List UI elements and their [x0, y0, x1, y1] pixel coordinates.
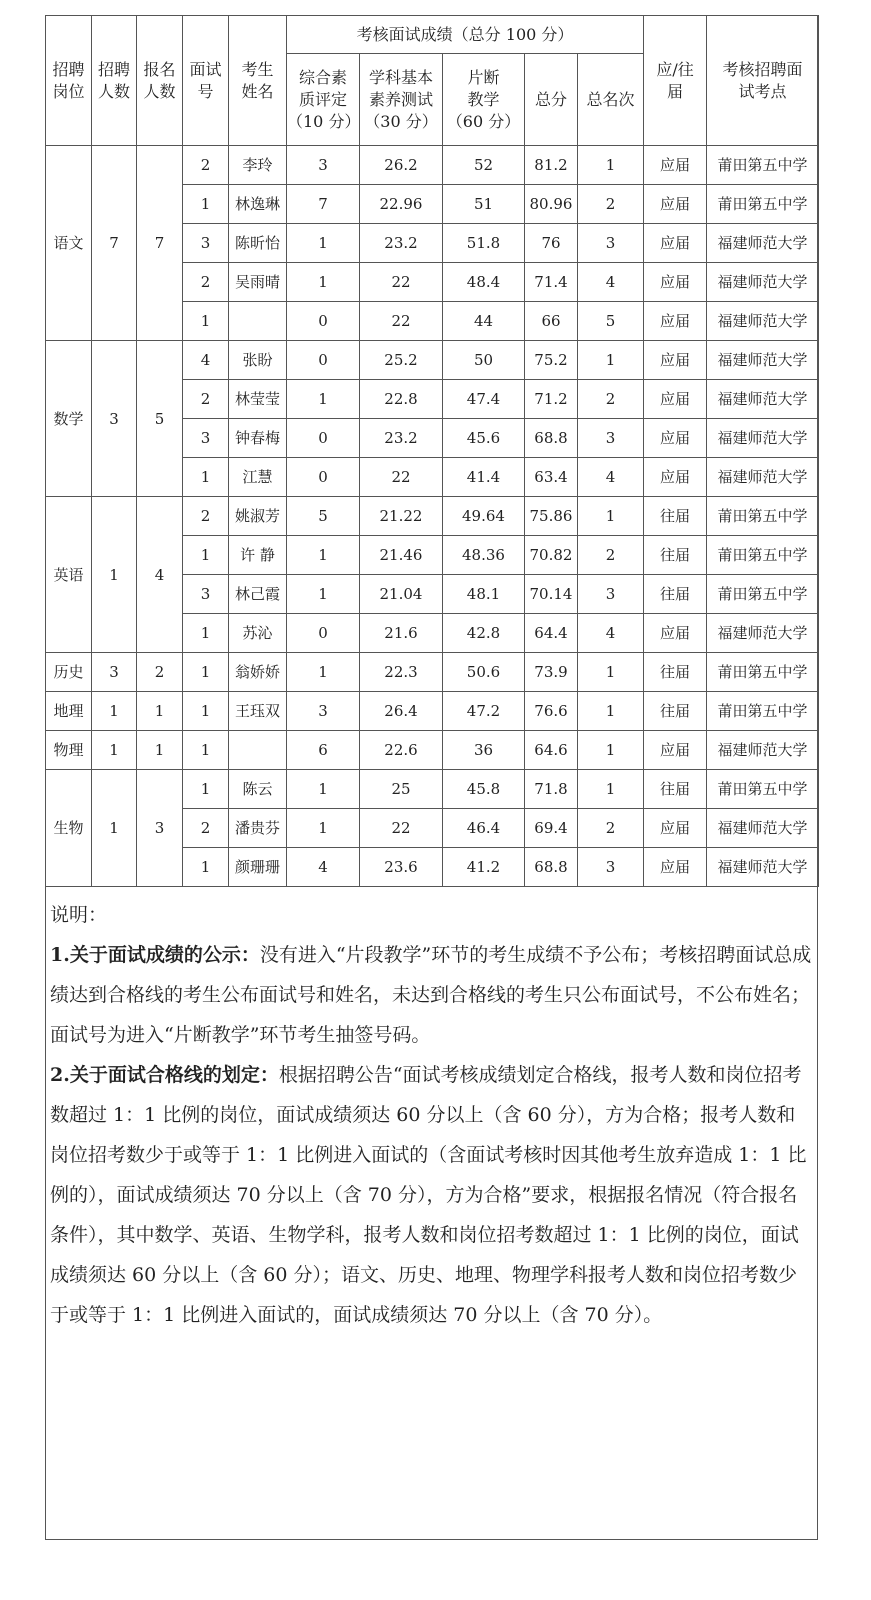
cell-site: 莆田第五中学	[707, 185, 819, 224]
cell-total: 68.8	[525, 848, 578, 887]
cell-total: 76.6	[525, 692, 578, 731]
cell-total: 75.2	[525, 341, 578, 380]
cell-teaching: 52	[443, 146, 525, 185]
cell-interview-no: 1	[183, 692, 229, 731]
group-apply: 4	[137, 497, 183, 653]
cell-rank: 4	[578, 263, 644, 302]
cell-quality: 0	[287, 419, 360, 458]
cell-total: 71.8	[525, 770, 578, 809]
cell-name	[229, 731, 287, 770]
cell-graduate: 应届	[644, 380, 707, 419]
cell-name: 陈云	[229, 770, 287, 809]
cell-total: 76	[525, 224, 578, 263]
cell-quality: 5	[287, 497, 360, 536]
cell-quality: 1	[287, 224, 360, 263]
cell-graduate: 应届	[644, 809, 707, 848]
col-graduate: 应/往 届	[644, 16, 707, 146]
cell-quality: 0	[287, 302, 360, 341]
note-item-1	[48, 935, 818, 1055]
cell-interview-no: 3	[183, 224, 229, 263]
cell-name: 张盼	[229, 341, 287, 380]
cell-name: 陈昕怡	[229, 224, 287, 263]
cell-site: 莆田第五中学	[707, 770, 819, 809]
cell-teaching: 46.4	[443, 809, 525, 848]
cell-subject-score: 25.2	[360, 341, 443, 380]
cell-teaching: 41.4	[443, 458, 525, 497]
cell-teaching: 45.8	[443, 770, 525, 809]
cell-quality: 7	[287, 185, 360, 224]
cell-total: 63.4	[525, 458, 578, 497]
cell-rank: 1	[578, 341, 644, 380]
cell-interview-no: 2	[183, 380, 229, 419]
cell-interview-no: 1	[183, 731, 229, 770]
cell-subject-score: 23.2	[360, 224, 443, 263]
cell-quality: 1	[287, 653, 360, 692]
cell-name: 翁娇娇	[229, 653, 287, 692]
cell-interview-no: 1	[183, 770, 229, 809]
cell-teaching: 49.64	[443, 497, 525, 536]
cell-total: 71.4	[525, 263, 578, 302]
cell-rank: 2	[578, 809, 644, 848]
cell-teaching: 50	[443, 341, 525, 380]
cell-rank: 2	[578, 380, 644, 419]
note-item-2-body: 根据招聘公告“面试考核成绩划定合格线，报考人数和岗位招考数超过 1：1 比例的岗位，面试成绩须达 60 分以上（含 60 分），方为合格；报考人数和岗位招考数少于或等于 1：1 比例进入面试的（含面试考核时因其他考生放弃造成 1：1 比例的），面试成绩须达 70 分以上（含 70 分），方为合格”要求，根据报名情况（符合报名条件），其中数学、英语、生物学科，报考人数和岗位招考数超过 1：1 比例的岗位，面试成绩须达 60 分以上（含 60 分）；语文、历史、地理、物理学科报考人数和岗位招考数少于或等于 1：1 比例进入面试的，面试成绩须达 70 分以上（含 70 分）。	[50, 1064, 807, 1326]
group-subject: 数学	[46, 341, 92, 497]
group-hire: 3	[92, 341, 137, 497]
cell-site: 莆田第五中学	[707, 536, 819, 575]
cell-total: 66	[525, 302, 578, 341]
group-subject: 物理	[46, 731, 92, 770]
group-subject: 生物	[46, 770, 92, 887]
cell-site: 福建师范大学	[707, 263, 819, 302]
cell-rank: 1	[578, 146, 644, 185]
col-total: 总分	[525, 54, 578, 146]
cell-graduate: 应届	[644, 146, 707, 185]
cell-quality: 1	[287, 263, 360, 302]
cell-rank: 3	[578, 419, 644, 458]
cell-site: 福建师范大学	[707, 458, 819, 497]
cell-site: 福建师范大学	[707, 731, 819, 770]
cell-interview-no: 1	[183, 458, 229, 497]
notes-title: 说明：	[50, 904, 108, 926]
cell-total: 81.2	[525, 146, 578, 185]
cell-rank: 1	[578, 497, 644, 536]
group-hire: 1	[92, 497, 137, 653]
cell-quality: 3	[287, 146, 360, 185]
cell-graduate: 应届	[644, 419, 707, 458]
group-apply: 7	[137, 146, 183, 341]
group-hire: 1	[92, 692, 137, 731]
cell-graduate: 应届	[644, 224, 707, 263]
notes-section	[48, 893, 818, 1335]
cell-teaching: 47.4	[443, 380, 525, 419]
cell-interview-no: 2	[183, 146, 229, 185]
cell-interview-no: 2	[183, 263, 229, 302]
cell-subject-score: 21.46	[360, 536, 443, 575]
cell-total: 71.2	[525, 380, 578, 419]
cell-rank: 1	[578, 731, 644, 770]
cell-rank: 4	[578, 614, 644, 653]
cell-name: 颜珊珊	[229, 848, 287, 887]
cell-teaching: 45.6	[443, 419, 525, 458]
group-apply: 3	[137, 770, 183, 887]
note-item-1-body: 没有进入“片段教学”环节的考生成绩不予公布；考核招聘面试总成绩达到合格线的考生公布面试号和姓名，未达到合格线的考生只公布面试号，不公布姓名；面试号为进入“片断教学”环节考生抽签号码。	[50, 944, 812, 1046]
cell-teaching: 41.2	[443, 848, 525, 887]
cell-name: 许 静	[229, 536, 287, 575]
cell-site: 莆田第五中学	[707, 692, 819, 731]
group-subject: 历史	[46, 653, 92, 692]
cell-rank: 1	[578, 653, 644, 692]
cell-site: 福建师范大学	[707, 380, 819, 419]
cell-interview-no: 1	[183, 848, 229, 887]
cell-graduate: 应届	[644, 302, 707, 341]
cell-total: 75.86	[525, 497, 578, 536]
group-apply: 2	[137, 653, 183, 692]
cell-interview-no: 1	[183, 185, 229, 224]
group-hire: 7	[92, 146, 137, 341]
cell-total: 68.8	[525, 419, 578, 458]
cell-rank: 2	[578, 536, 644, 575]
cell-teaching: 42.8	[443, 614, 525, 653]
cell-name: 潘贵芬	[229, 809, 287, 848]
cell-subject-score: 22	[360, 458, 443, 497]
table-body	[46, 146, 819, 887]
cell-interview-no: 1	[183, 302, 229, 341]
cell-graduate: 应届	[644, 341, 707, 380]
cell-graduate: 应届	[644, 614, 707, 653]
cell-subject-score: 26.4	[360, 692, 443, 731]
cell-graduate: 往届	[644, 692, 707, 731]
group-apply: 1	[137, 731, 183, 770]
table-row	[46, 497, 819, 536]
col-position: 招聘 岗位	[46, 16, 92, 146]
cell-graduate: 往届	[644, 770, 707, 809]
group-hire: 1	[92, 770, 137, 887]
cell-quality: 4	[287, 848, 360, 887]
table-row	[46, 146, 819, 185]
cell-site: 福建师范大学	[707, 302, 819, 341]
cell-subject-score: 22.3	[360, 653, 443, 692]
cell-total: 69.4	[525, 809, 578, 848]
group-subject: 地理	[46, 692, 92, 731]
cell-rank: 3	[578, 224, 644, 263]
cell-site: 福建师范大学	[707, 809, 819, 848]
cell-interview-no: 1	[183, 653, 229, 692]
group-apply: 5	[137, 341, 183, 497]
cell-subject-score: 22.6	[360, 731, 443, 770]
cell-rank: 1	[578, 692, 644, 731]
table-row	[46, 692, 819, 731]
cell-name: 林逸琳	[229, 185, 287, 224]
cell-subject-score: 23.2	[360, 419, 443, 458]
cell-total: 73.9	[525, 653, 578, 692]
cell-teaching: 36	[443, 731, 525, 770]
cell-teaching: 48.1	[443, 575, 525, 614]
cell-interview-no: 4	[183, 341, 229, 380]
cell-subject-score: 22.96	[360, 185, 443, 224]
cell-teaching: 48.4	[443, 263, 525, 302]
table-row	[46, 341, 819, 380]
cell-graduate: 应届	[644, 731, 707, 770]
col-interview-no: 面试 号	[183, 16, 229, 146]
table-row	[46, 653, 819, 692]
cell-site: 莆田第五中学	[707, 497, 819, 536]
group-subject: 英语	[46, 497, 92, 653]
cell-quality: 1	[287, 575, 360, 614]
cell-name: 钟春梅	[229, 419, 287, 458]
col-name: 考生 姓名	[229, 16, 287, 146]
cell-interview-no: 2	[183, 497, 229, 536]
cell-name: 林莹莹	[229, 380, 287, 419]
cell-site: 莆田第五中学	[707, 146, 819, 185]
cell-subject-score: 22	[360, 809, 443, 848]
cell-site: 福建师范大学	[707, 419, 819, 458]
cell-quality: 0	[287, 458, 360, 497]
col-site: 考核招聘面 试考点	[707, 16, 819, 146]
cell-interview-no: 2	[183, 809, 229, 848]
cell-total: 80.96	[525, 185, 578, 224]
cell-graduate: 应届	[644, 848, 707, 887]
cell-graduate: 往届	[644, 497, 707, 536]
cell-quality: 1	[287, 380, 360, 419]
cell-teaching: 44	[443, 302, 525, 341]
group-subject: 语文	[46, 146, 92, 341]
cell-teaching: 51	[443, 185, 525, 224]
cell-name: 苏沁	[229, 614, 287, 653]
cell-graduate: 往届	[644, 536, 707, 575]
score-table	[45, 15, 819, 887]
cell-name: 吴雨晴	[229, 263, 287, 302]
cell-quality: 1	[287, 770, 360, 809]
cell-name	[229, 302, 287, 341]
cell-name: 李玲	[229, 146, 287, 185]
cell-rank: 1	[578, 770, 644, 809]
cell-subject-score: 26.2	[360, 146, 443, 185]
cell-quality: 6	[287, 731, 360, 770]
cell-subject-score: 22	[360, 263, 443, 302]
cell-site: 福建师范大学	[707, 224, 819, 263]
cell-site: 莆田第五中学	[707, 575, 819, 614]
cell-graduate: 往届	[644, 653, 707, 692]
cell-total: 70.82	[525, 536, 578, 575]
cell-rank: 5	[578, 302, 644, 341]
cell-site: 福建师范大学	[707, 614, 819, 653]
cell-interview-no: 3	[183, 419, 229, 458]
group-hire: 1	[92, 731, 137, 770]
cell-name: 林己霞	[229, 575, 287, 614]
table-row	[46, 731, 819, 770]
cell-quality: 0	[287, 341, 360, 380]
cell-teaching: 47.2	[443, 692, 525, 731]
cell-rank: 3	[578, 848, 644, 887]
cell-interview-no: 1	[183, 536, 229, 575]
cell-site: 福建师范大学	[707, 341, 819, 380]
cell-quality: 1	[287, 809, 360, 848]
note-item-2-heading: 2.关于面试合格线的划定：	[50, 1064, 279, 1086]
col-subject: 学科基本 素养测试 （30 分）	[360, 54, 443, 146]
cell-graduate: 往届	[644, 575, 707, 614]
cell-graduate: 应届	[644, 185, 707, 224]
cell-subject-score: 25	[360, 770, 443, 809]
cell-interview-no: 3	[183, 575, 229, 614]
cell-name: 王珏双	[229, 692, 287, 731]
cell-site: 莆田第五中学	[707, 653, 819, 692]
cell-interview-no: 1	[183, 614, 229, 653]
col-quality: 综合素 质评定 （10 分）	[287, 54, 360, 146]
table-header	[46, 16, 819, 146]
cell-subject-score: 21.6	[360, 614, 443, 653]
cell-rank: 2	[578, 185, 644, 224]
cell-teaching: 51.8	[443, 224, 525, 263]
cell-quality: 0	[287, 614, 360, 653]
cell-graduate: 应届	[644, 263, 707, 302]
cell-subject-score: 22.8	[360, 380, 443, 419]
cell-name: 江慧	[229, 458, 287, 497]
col-group-scores: 考核面试成绩（总分 100 分）	[287, 16, 644, 54]
col-teaching: 片断 教学 （60 分）	[443, 54, 525, 146]
cell-subject-score: 21.22	[360, 497, 443, 536]
cell-total: 64.4	[525, 614, 578, 653]
cell-total: 64.6	[525, 731, 578, 770]
cell-subject-score: 23.6	[360, 848, 443, 887]
cell-site: 福建师范大学	[707, 848, 819, 887]
note-item-2	[48, 1055, 818, 1335]
cell-name: 姚淑芳	[229, 497, 287, 536]
cell-subject-score: 21.04	[360, 575, 443, 614]
cell-rank: 3	[578, 575, 644, 614]
cell-quality: 1	[287, 536, 360, 575]
col-rank: 总名次	[578, 54, 644, 146]
cell-teaching: 48.36	[443, 536, 525, 575]
col-hire-count: 招聘 人数	[92, 16, 137, 146]
cell-rank: 4	[578, 458, 644, 497]
cell-subject-score: 22	[360, 302, 443, 341]
cell-teaching: 50.6	[443, 653, 525, 692]
table-row	[46, 770, 819, 809]
cell-graduate: 应届	[644, 458, 707, 497]
group-hire: 3	[92, 653, 137, 692]
col-apply-count: 报名 人数	[137, 16, 183, 146]
cell-quality: 3	[287, 692, 360, 731]
group-apply: 1	[137, 692, 183, 731]
cell-total: 70.14	[525, 575, 578, 614]
note-item-1-heading: 1.关于面试成绩的公示：	[50, 944, 260, 966]
